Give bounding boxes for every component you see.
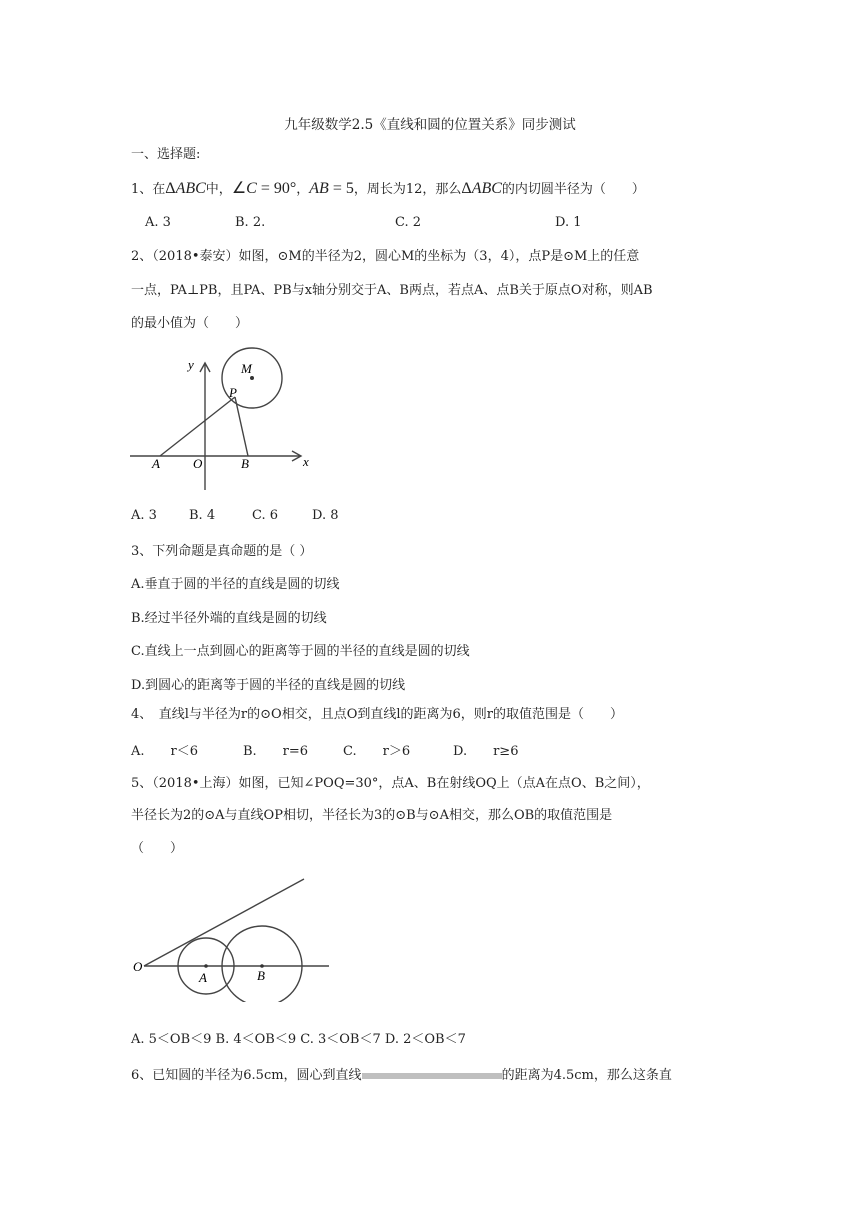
point-a-label: A (199, 970, 207, 985)
question-3-option-a: A.垂直于圆的半径的直线是圆的切线 (131, 577, 340, 592)
question-2-figure (126, 342, 311, 492)
option-d: D. 8 (312, 508, 339, 523)
question-1-options (131, 215, 751, 233)
option-c: C. 2 (395, 215, 422, 230)
option-d: D. r≥6 (453, 744, 519, 759)
point-p-label: P (229, 385, 237, 400)
option-b: B. 4 (189, 508, 216, 523)
question-5-line-1: 5、（2018•上海）如图，已知∠POQ=30°，点A、B在射线OQ上（点A在点O、B之间）， (131, 776, 650, 791)
option-a: A. 3 (145, 215, 171, 230)
question-2-line-2: 一点，PA⊥PB，且PA、PB与x轴分别交于A、B两点，若点A、点B关于原点O对称，则AB (131, 283, 653, 298)
point-o-label: O (193, 456, 203, 471)
point-m-label: M (241, 361, 252, 376)
section-heading: 一、选择题: (131, 147, 201, 162)
question-3-option-b: B.经过半径外端的直线是圆的切线 (131, 611, 327, 626)
question-5-options: A. 5＜OB＜9 B. 4＜OB＜9 C. 3＜OB＜7 D. 2＜OB＜7 (131, 1032, 466, 1047)
question-5-line-2: 半径长为2的⊙A与直线OP相切，半径长为3的⊙B与⊙A相交，那么OB的取值范围是 (131, 808, 613, 823)
question-3-option-c: C.直线上一点到圆心的距离等于圆的半径的直线是圆的切线 (131, 644, 470, 659)
question-3-stem: 3、下列命题是真命题的是（ ） (131, 544, 313, 559)
question-3-option-d: D.到圆心的距离等于圆的半径的直线是圆的切线 (131, 678, 406, 693)
axis-y-label: y (188, 357, 194, 372)
axis-x-label: x (303, 454, 309, 469)
option-d: D. 1 (555, 215, 582, 230)
option-c: C. r＞6 (343, 744, 411, 759)
option-a: A. 3 (131, 508, 157, 523)
question-2-line-3: 的最小值为（ ） (131, 316, 249, 331)
point-a-label: A (152, 456, 160, 471)
option-b: B. 2. (235, 215, 266, 230)
option-b: B. r=6 (243, 744, 309, 759)
question-4-stem: 4、 直线l与半径为r的⊙O相交，且点O到直线l的距离为6，则r的取值范围是（ ） (131, 707, 623, 722)
question-5-line-3: （ ） (131, 841, 184, 856)
question-2-options (131, 508, 751, 526)
question-1-stem: 1、在ΔABC中，∠C = 90°，AB = 5，周长为12，那么ΔABC的内切圆半径为（ ） (131, 180, 645, 197)
point-b-label: B (241, 456, 249, 471)
option-a: A. r＜6 (131, 744, 199, 759)
option-c: C. 6 (252, 508, 279, 523)
point-b-label: B (257, 968, 265, 983)
question-6-stem: 6、已知圆的半径为6.5cm，圆心到直线 的距离为4.5cm，那么这条直 (131, 1068, 672, 1083)
question-4-options (131, 740, 751, 758)
page-title: 九年级数学2.5《直线和圆的位置关系》同步测试 (284, 117, 576, 133)
point-o-label: O (133, 959, 143, 974)
question-2-line-1: 2、（2018•泰安）如图，⊙M的半径为2，圆心M的坐标为（3，4），点P是⊙M上的任意 (131, 249, 640, 264)
question-5-figure (126, 872, 336, 1002)
line-placeholder (362, 1073, 502, 1079)
